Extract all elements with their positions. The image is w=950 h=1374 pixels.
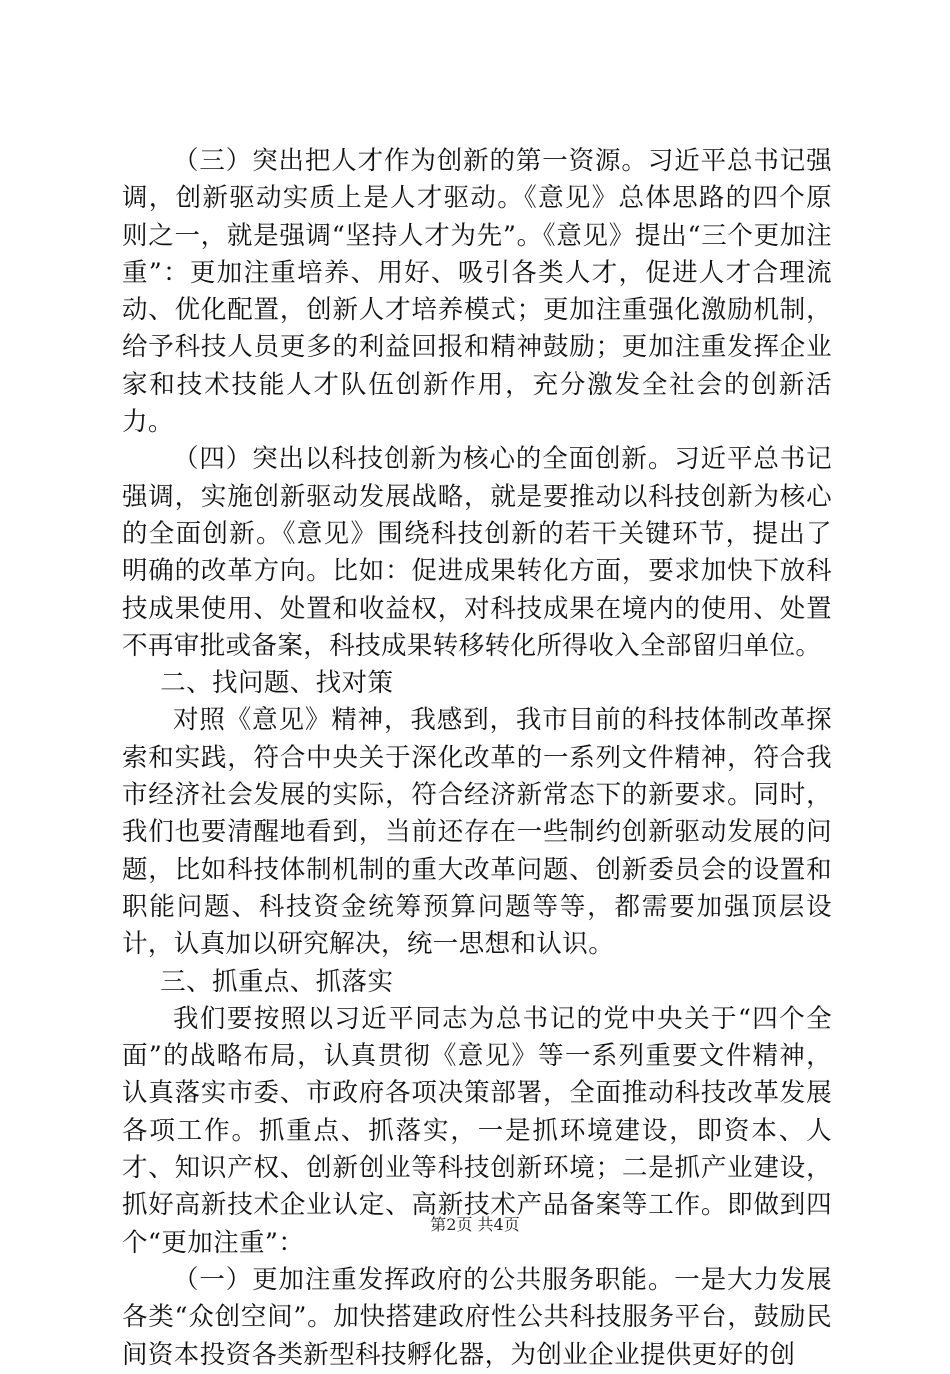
paragraph-public-service: （一）更加注重发挥政府的公共服务职能。一是大力发展各类“众创空间”。加快搭建政府性公共科技服务平台，鼓励民间资本投资各类新型科技孵化器，为创业企业提供更好的创 bbox=[122, 1264, 832, 1370]
section-heading-problems: 二、找问题、找对策 bbox=[160, 668, 394, 699]
paragraph-problems: 对照《意见》精神，我感到，我市目前的科技体制改革探索和实践，符合中央关于深化改革的一系列文件精神，符合我市经济社会发展的实际，符合经济新常态下的新要求。同时，我们也要清醒地看到，当前还存在一些制约创新驱动发展的问题，比如科技体制机制的重大改革问题、创新委员会的设置和职能问题、科技资金统筹预算问题等等，都需要加强顶层设计，认真加以研究解决，统一思想和认识。 bbox=[122, 705, 832, 960]
paragraph-innovation: （四）突出以科技创新为核心的全面创新。习近平总书记强调，实施创新驱动发展战略，就是要推动以科技创新为核心的全面创新。《意见》围绕科技创新的若干关键环节，提出了明确的改革方向。比如：促进成果转化方面，要求加快下放科技成果使用、处置和收益权，对科技成果在境内的使用、处置不再审批或备案，科技成果转移转化所得收入全部留归单位。 bbox=[122, 444, 832, 661]
section-heading-focus: 三、抓重点、抓落实 bbox=[160, 966, 394, 997]
paragraph-talent: （三）突出把人才作为创新的第一资源。习近平总书记强调，创新驱动实质上是人才驱动。《意见》总体思路的四个原则之一，就是强调“坚持人才为先”。《意见》提出“三个更加注重”：更加注重培养、用好、吸引各类人才，促进人才合理流动、优化配置，创新人才培养模式；更加注重强化激励机制，给予科技人员更多的利益回报和精神鼓励；更加注重发挥企业家和技术技能人才队伍创新作用，充分激发全社会的创新活力。 bbox=[122, 146, 832, 438]
document-body bbox=[122, 143, 832, 1374]
paragraph-focus: 我们要按照以习近平同志为总书记的党中央关于“四个全面”的战略布局，认真贯彻《意见》等一系列重要文件精神，认真落实市委、市政府各项决策部署，全面推动科技改革发展各项工作。抓重点、抓落实，一是抓环境建设，即资本、人才、知识产权、创新创业等科技创新环境；二是抓产业建设，抓好高新技术企业认定、高新技术产品备案等工作。即做到四个“更加注重”： bbox=[122, 1003, 832, 1258]
page-footer: 第2页 共4页 bbox=[430, 1215, 520, 1234]
